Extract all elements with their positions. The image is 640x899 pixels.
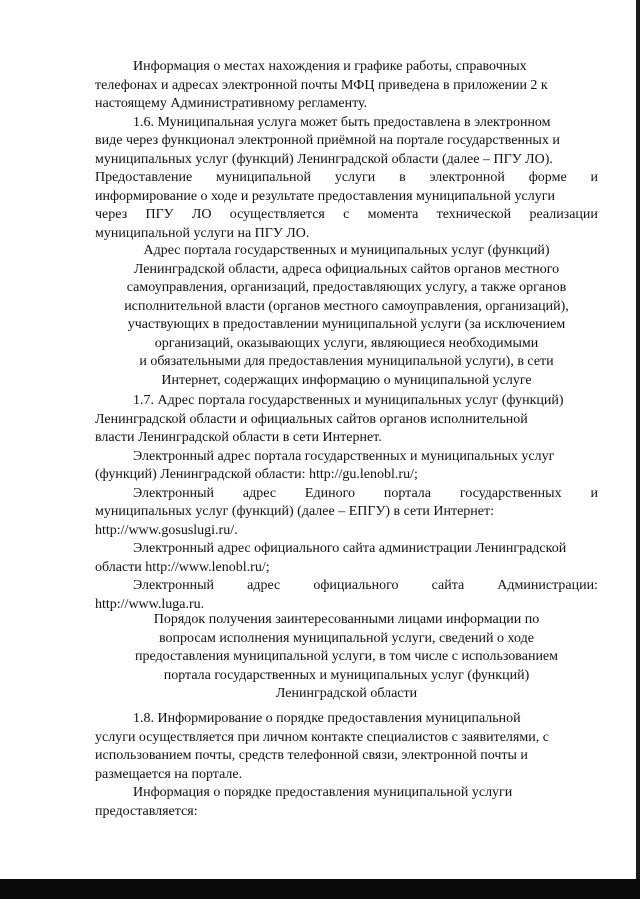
text-line: муниципальных услуг (функций) Ленинградской области (далее – ПГУ ЛО). — [95, 151, 553, 167]
heading-line: самоуправления, организаций, предоставляющих услугу, а также органов — [126, 280, 567, 295]
text-line: использованием почты, средств телефонной связи, электронной почты и — [95, 748, 528, 763]
text-line: услуги осуществляется при личном контакте специалистов с заявителями, с — [95, 729, 549, 745]
word: государственных — [459, 485, 562, 501]
text-line: Информация о местах нахождения и графике работы, справочных — [133, 59, 527, 74]
heading-line: портала государственных и муниципальных услуг (функций) — [163, 667, 530, 683]
heading-line: Ленинградской области, адреса официальных сайтов органов местного — [133, 261, 560, 277]
word: Администрации: — [497, 578, 598, 593]
heading-line: Интернет, содержащих информацию о муниципальной услуге — [161, 372, 532, 388]
heading-line: участвующих в предоставлении муниципальной услуги (за исключением — [127, 317, 566, 332]
text-line: http://www.luga.ru. — [95, 596, 205, 612]
text-line: Информация о порядке предоставления муниципальной услуги — [133, 785, 513, 800]
heading-line: исполнительной власти (органов местного самоуправления, организаций), — [124, 298, 569, 314]
word: муниципальной — [215, 170, 311, 185]
justified-line — [95, 169, 598, 188]
word: и — [590, 485, 598, 501]
text-line: Электронный адрес официального сайта администрации Ленинградской — [133, 541, 567, 556]
text-line: муниципальной услуги на ПГУ ЛО. — [95, 225, 310, 241]
word: портала — [383, 485, 431, 501]
section-heading-info-procedure — [95, 611, 598, 704]
word: в — [399, 170, 406, 185]
text-line: власти Ленинградской области в сети Интернет. — [95, 430, 382, 445]
heading-line: предоставления муниципальной услуги, в том числе с использованием — [134, 649, 559, 664]
text-line: размещается на портале. — [95, 766, 243, 782]
paragraph-group-informing — [95, 710, 598, 821]
heading-line: Ленинградской области — [275, 686, 418, 701]
text-line: Электронный адрес портала государственных и муниципальных услуг — [133, 448, 555, 464]
scan-border-right — [636, 0, 640, 880]
text-line: телефонах и адресах электронной почты МФЦ приведена в приложении 2 к — [95, 77, 548, 93]
text-line: (функций) Ленинградской области: http://gu.lenobl.ru/; — [95, 467, 418, 482]
word: Единого — [304, 485, 355, 501]
word: ЛО — [191, 207, 212, 222]
text-line: http://www.gosuslugi.ru/. — [95, 522, 238, 538]
word: электронной — [429, 170, 505, 185]
word: услуги — [334, 170, 376, 185]
heading-line: Порядок получения заинтересованными лицами информации по — [153, 612, 540, 627]
text-line: области http://www.lenobl.ru/; — [95, 559, 270, 575]
justified-line — [95, 206, 598, 225]
word: с — [343, 207, 350, 222]
word: ПГУ — [145, 207, 174, 222]
word: адрес — [242, 485, 277, 501]
text-line: муниципальных услуг (функций) (далее – ЕПГУ) в сети Интернет: — [95, 504, 495, 519]
paragraph-group-mfc-info — [95, 58, 598, 243]
word: через — [95, 207, 128, 222]
justified-line — [95, 485, 598, 504]
word: Электронный — [133, 578, 215, 593]
text-line: 1.8. Информирование о порядке предоставления муниципальной — [133, 711, 521, 726]
paragraph-group-web-addresses — [95, 392, 598, 614]
text-line: информирование о ходе и результате предоставления муниципальной услуги — [95, 188, 555, 204]
scan-border-bottom — [0, 879, 640, 899]
text-line: настоящему Административному регламенту. — [95, 96, 368, 111]
word: Электронный — [133, 485, 215, 501]
word: технической — [436, 207, 512, 222]
heading-line: организаций, оказывающих услуги, являющиеся необходимыми — [154, 335, 539, 351]
word: сайта — [431, 578, 465, 593]
text-line: виде через функционал электронной приёмной на портале государственных и — [95, 133, 560, 148]
justified-line — [95, 577, 598, 596]
word: Предоставление — [95, 170, 193, 185]
word: форме — [528, 170, 567, 185]
text-line: Ленинградской области и официальных сайтов органов исполнительной — [95, 411, 528, 427]
word: официального — [313, 578, 399, 593]
section-heading-portal-address — [95, 242, 598, 390]
word: и — [590, 170, 598, 185]
text-line: предоставляется: — [95, 803, 198, 819]
word: осуществляется — [229, 207, 325, 222]
text-line: 1.7. Адрес портала государственных и муниципальных услуг (функций) — [133, 393, 564, 408]
heading-line: Адрес портала государственных и муниципальных услуг (функций) — [143, 243, 550, 258]
text-line: 1.6. Муниципальная услуга может быть предоставлена в электронном — [133, 114, 551, 130]
heading-line: и обязательными для предоставления муниципальной услуги), в сети — [139, 354, 554, 369]
heading-line: вопросам исполнения муниципальной услуги, сведений о ходе — [159, 630, 534, 646]
word: момента — [367, 207, 419, 222]
word: реализации — [529, 207, 598, 222]
word: адрес — [247, 578, 281, 593]
